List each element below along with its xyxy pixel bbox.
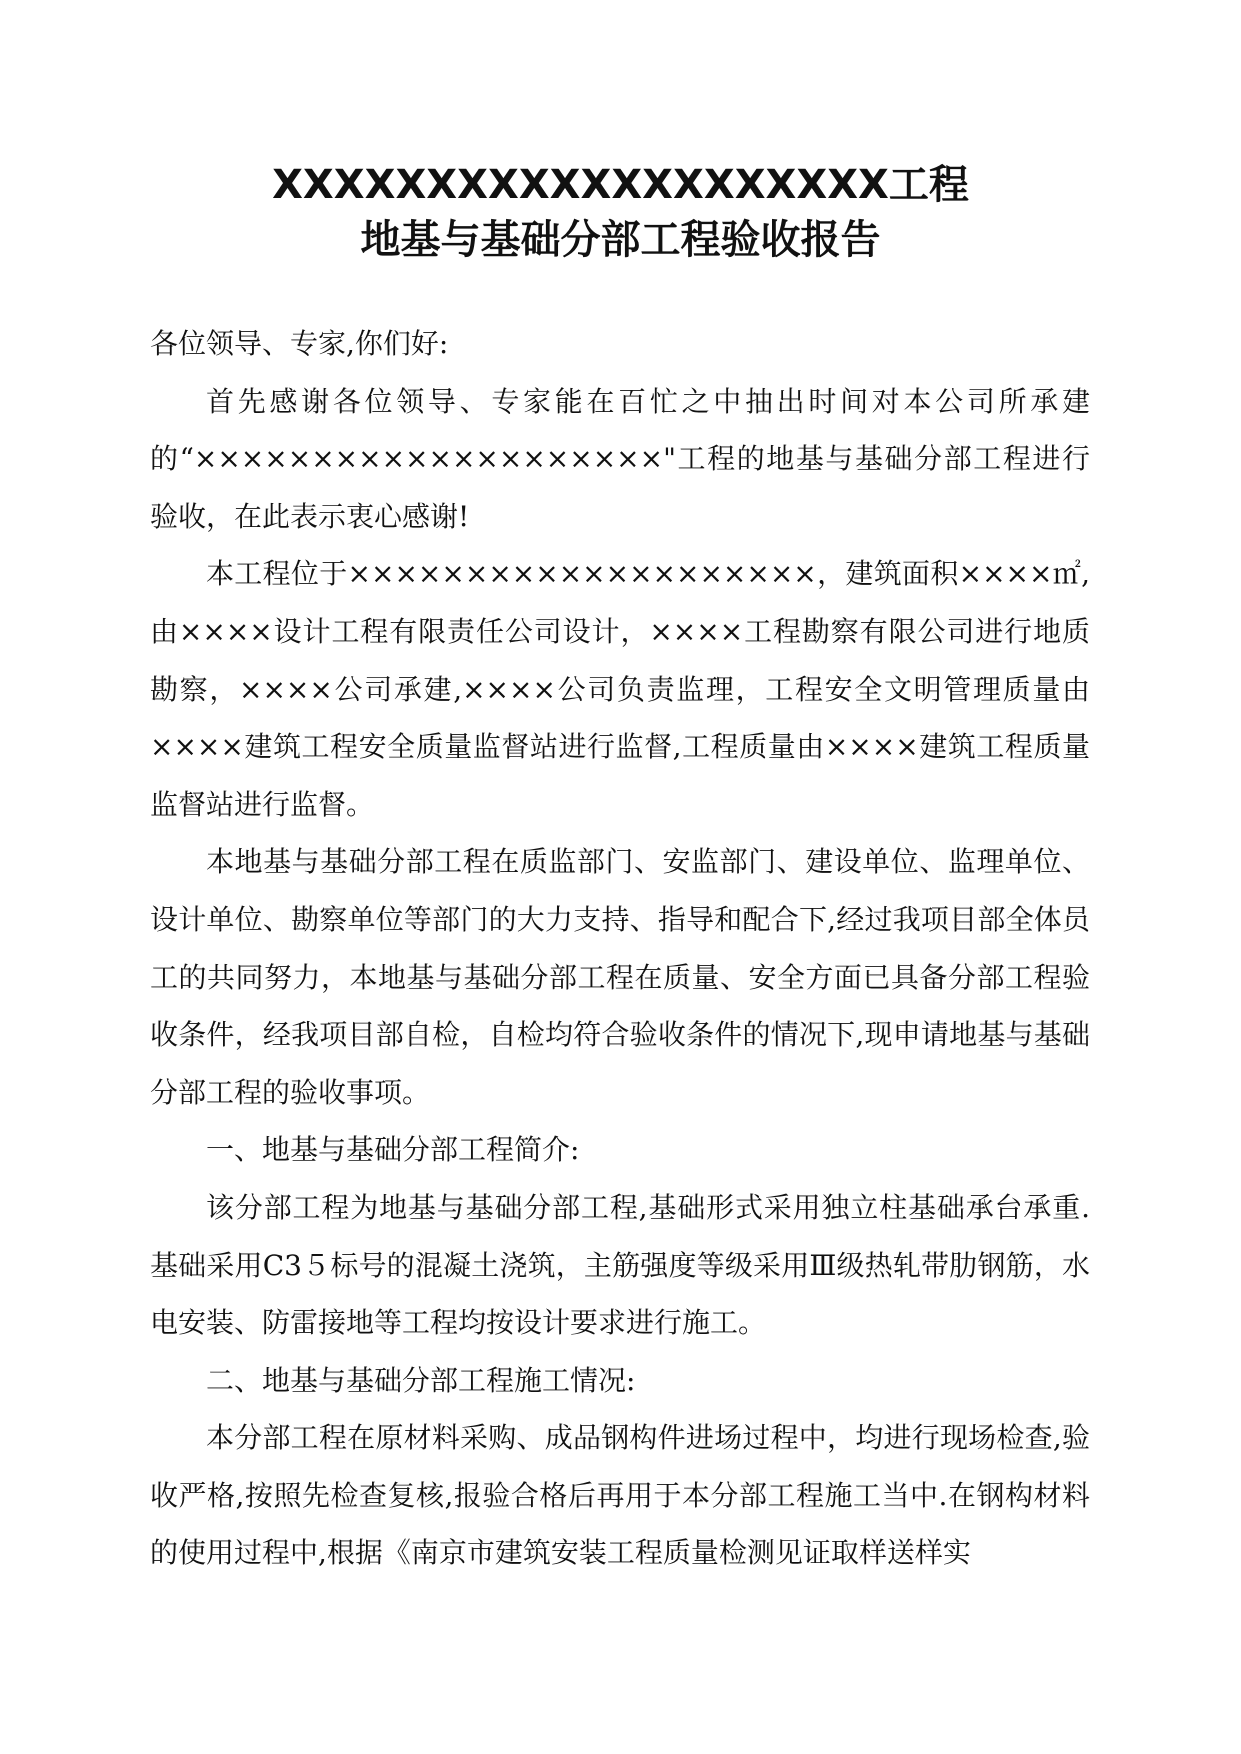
paragraph-acceptance-application: 本地基与基础分部工程在质监部门、安监部门、建设单位、监理单位、设计单位、勘察单位等部门的大力支持、指导和配合下,经过我项目部全体员工的共同努力，本地基与基础分部工程在质量、安全方面已具备分部工程验收条件，经我项目部自检，自检均符合验收条件的情况下,现申请地基与基础分部工程的验收事项。: [150, 845, 1090, 1109]
section-heading-introduction: 一、地基与基础分部工程简介:: [206, 1133, 580, 1167]
document-title-line-2: 地基与基础分部工程验收报告: [360, 217, 881, 263]
paragraph-thanks: 首先感谢各位领导、专家能在百忙之中抽出时间对本公司所承建的“××××××××××××××××××××"工程的地基与基础分部工程进行验收，在此表示衷心感谢!: [150, 384, 1090, 533]
document-title-line-1: XXXXXXXXXXXXXXXXXXXX工程: [272, 162, 969, 208]
document-body: [150, 315, 1090, 1582]
paragraph-construction: 本分部工程在原材料采购、成品钢构件进场过程中，均进行现场检查,验收严格,按照先检查复核,报验合格后再用于本分部工程施工当中.在钢构材料的使用过程中,根据《南京市建筑安装工程质量检测见证取样送样实: [150, 1421, 1090, 1570]
section-heading-construction: 二、地基与基础分部工程施工情况:: [206, 1363, 636, 1397]
greeting: 各位领导、专家,你们好:: [150, 327, 449, 360]
paragraph-introduction: 该分部工程为地基与基础分部工程,基础形式采用独立柱基础承台承重.基础采用C3５标号的混凝土浇筑，主筋强度等级采用Ⅲ级热轧带肋钢筋，水电安装、防雷接地等工程均按设计要求进行施工。: [150, 1190, 1090, 1340]
paragraph-project-location: 本工程位于××××××××××××××××××××，建筑面积××××㎡,由××××设计工程有限责任公司设计，××××工程勘察有限公司进行地质勘察，××××公司承建,××××公司负责监理，工程安全文明管理质量由××××建筑工程安全质量监督站进行监督,工程质量由××××建筑工程质量监督站进行监督。: [150, 557, 1090, 821]
